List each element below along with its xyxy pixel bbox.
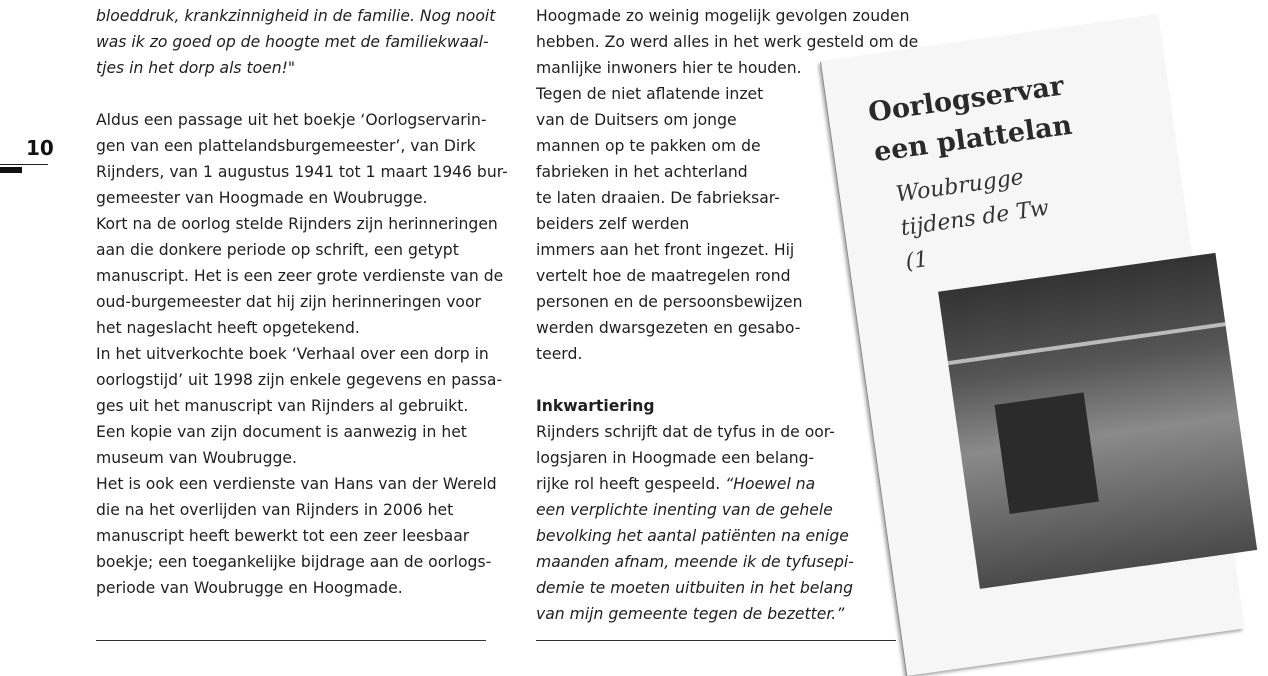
text-line: Rijnders, van 1 augustus 1941 tot 1 maart 1946 bur- — [96, 163, 508, 181]
book-cover-subtitle: Woubrugge tijdens de Tw (1 — [894, 164, 1051, 275]
text-line: demie te moeten uitbuiten in het belang — [536, 579, 853, 597]
text-line: manuscript. Het is een zeer grote verdienste van de — [96, 267, 504, 285]
text-line: museum van Woubrugge. — [96, 449, 297, 467]
text-line: Hoogmade zo weinig mogelijk gevolgen zouden — [536, 7, 910, 25]
text-line: manuscript heeft bewerkt tot een zeer leesbaar — [96, 527, 470, 545]
text-line: bloeddruk, krankzinnigheid in de familie. Nog nooit — [96, 7, 496, 25]
left-column-bottom-rule — [96, 640, 486, 641]
text-line: Een kopie van zijn document is aanwezig in het — [96, 423, 467, 441]
text-line: oorlogstijd’ uit 1998 zijn enkele gegevens en passa- — [96, 371, 503, 389]
text-line: maanden afnam, meende ik de tyfusepi- — [536, 553, 854, 571]
text-line: Rijnders schrijft dat de tyfus in de oor- — [536, 423, 835, 441]
text-line: tjes in het dorp als toen!" — [96, 59, 296, 77]
page-number: 10 — [26, 136, 54, 160]
left-text-column — [96, 3, 508, 601]
text-line: ges uit het manuscript van Rijnders al gebruikt. — [96, 397, 469, 415]
text-line: van mijn gemeente tegen de bezetter.” — [536, 605, 845, 623]
text-line: een verplichte inenting van de gehele — [536, 501, 833, 519]
paragraph-gap — [96, 81, 496, 107]
text-line: van de Duitsers om jonge — [536, 111, 737, 129]
text-line: die na het overlijden van Rijnders in 2006 het — [96, 501, 454, 519]
page-number-tab — [0, 167, 22, 173]
text-line: immers aan het front ingezet. Hij — [536, 241, 795, 259]
text-line: In het uitverkochte boek ‘Verhaal over een dorp in — [96, 345, 489, 363]
text-line: gen van een plattelandsburgemeester’, van Dirk — [96, 137, 476, 155]
text-line: manlijke inwoners hier te houden. — [536, 59, 802, 77]
text-line: logsjaren in Hoogmade een belang- — [536, 449, 815, 467]
text-line: teerd. — [536, 345, 583, 363]
text-line: werden dwarsgezeten en gesabo- — [536, 319, 801, 337]
text-line: mannen op te pakken om de — [536, 137, 761, 155]
text-line: bevolking het aantal patiënten na enige — [536, 527, 849, 545]
text-line: Het is ook een verdienste van Hans van der Wereld — [96, 475, 497, 493]
text-line: hebben. Zo werd alles in het werk gesteld om de — [536, 33, 919, 51]
page-number-rule — [0, 164, 48, 165]
text-line: te laten draaien. De fabrieksar- — [536, 189, 780, 207]
text-line: oud-burgemeester dat hij zijn herinneringen voor — [96, 293, 481, 311]
text-line: was ik zo goed op de hoogte met de familiekwaal- — [96, 33, 489, 51]
text-line: personen en de persoonsbewijzen — [536, 293, 803, 311]
text-line: aan die donkere periode op schrift, een getypt — [96, 241, 459, 259]
text-line: periode van Woubrugge en Hoogmade. — [96, 579, 403, 597]
right-column-bottom-rule — [536, 640, 896, 641]
book-cover-image — [938, 253, 1257, 589]
paragraph-gap — [536, 367, 916, 393]
text-line: gemeester van Hoogmade en Woubrugge. — [96, 189, 428, 207]
text-line: rijke rol heeft gespeeld. “Hoewel na — [536, 475, 816, 493]
book-cover-title: Oorlogservar een plattelan — [866, 70, 1074, 169]
text-line: Kort na de oorlog stelde Rijnders zijn herinneringen — [96, 215, 498, 233]
text-line: beiders zelf werden — [536, 215, 690, 233]
text-line: boekje; een toegankelijke bijdrage aan de oorlogs- — [96, 553, 492, 571]
section-heading: Inkwartiering — [536, 397, 655, 415]
text-line: vertelt hoe de maatregelen rond — [536, 267, 791, 285]
text-line: fabrieken in het achterland — [536, 163, 748, 181]
text-line: Tegen de niet aflatende inzet — [536, 85, 764, 103]
text-line: het nageslacht heeft opgetekend. — [96, 319, 360, 337]
text-line: Aldus een passage uit het boekje ‘Oorlogservarin- — [96, 111, 487, 129]
